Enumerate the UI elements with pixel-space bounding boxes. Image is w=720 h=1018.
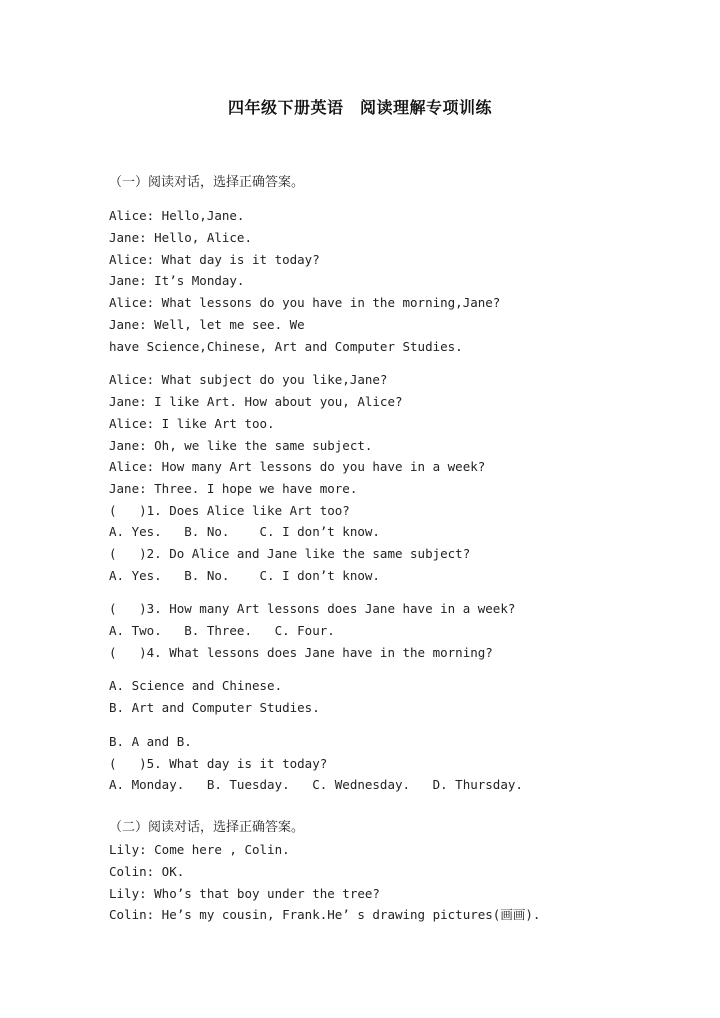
section-2-heading: （二）阅读对话，选择正确答案。	[109, 820, 305, 835]
question-4: ( )4. What lessons does Jane have in the morning?	[109, 645, 493, 660]
dialogue-line: Alice: I like Art too.	[109, 416, 275, 431]
dialogue-line: Jane: Three. I hope we have more.	[109, 481, 358, 496]
dialogue-line: have Science,Chinese, Art and Computer Studies.	[109, 339, 463, 354]
section-1-heading: （一）阅读对话，选择正确答案。	[109, 175, 305, 190]
dialogue-line: Jane: Oh, we like the same subject.	[109, 438, 373, 453]
question-4-option-c: B. A and B.	[109, 734, 192, 749]
dialogue-line: Colin: OK.	[109, 864, 185, 879]
dialogue-line: Jane: I like Art. How about you, Alice?	[109, 394, 403, 409]
dialogue-line: Alice: What subject do you like,Jane?	[109, 372, 388, 387]
dialogue-line: Jane: It’s Monday.	[109, 273, 245, 288]
question-1: ( )1. Does Alice like Art too?	[109, 503, 350, 518]
question-4-option-b: B. Art and Computer Studies.	[109, 700, 320, 715]
dialogue-line: Alice: How many Art lessons do you have in a week?	[109, 459, 486, 474]
dialogue-line: Alice: What lessons do you have in the morning,Jane?	[109, 295, 501, 310]
dialogue-line: Lily: Who’s that boy under the tree?	[109, 886, 380, 901]
dialogue-line: Lily: Come here , Colin.	[109, 842, 290, 857]
question-2-options: A. Yes. B. No. C. I don’t know.	[109, 568, 380, 583]
question-2: ( )2. Do Alice and Jane like the same subject?	[109, 546, 471, 561]
dialogue-line: Alice: What day is it today?	[109, 252, 320, 267]
question-3: ( )3. How many Art lessons does Jane have in a week?	[109, 601, 516, 616]
question-3-options: A. Two. B. Three. C. Four.	[109, 623, 335, 638]
question-4-option-a: A. Science and Chinese.	[109, 678, 283, 693]
question-1-options: A. Yes. B. No. C. I don’t know.	[109, 524, 380, 539]
question-5-options: A. Monday. B. Tuesday. C. Wednesday. D. Thursday.	[109, 777, 523, 792]
page-title: 四年级下册英语 阅读理解专项训练	[227, 98, 492, 117]
dialogue-line: Alice: Hello,Jane.	[109, 208, 245, 223]
question-5: ( )5. What day is it today?	[109, 756, 328, 771]
dialogue-line: Jane: Well, let me see. We	[109, 317, 305, 332]
dialogue-line: Jane: Hello, Alice.	[109, 230, 252, 245]
dialogue-line: Colin: He’s my cousin, Frank.He’ s drawing pictures(画画).	[109, 907, 541, 922]
